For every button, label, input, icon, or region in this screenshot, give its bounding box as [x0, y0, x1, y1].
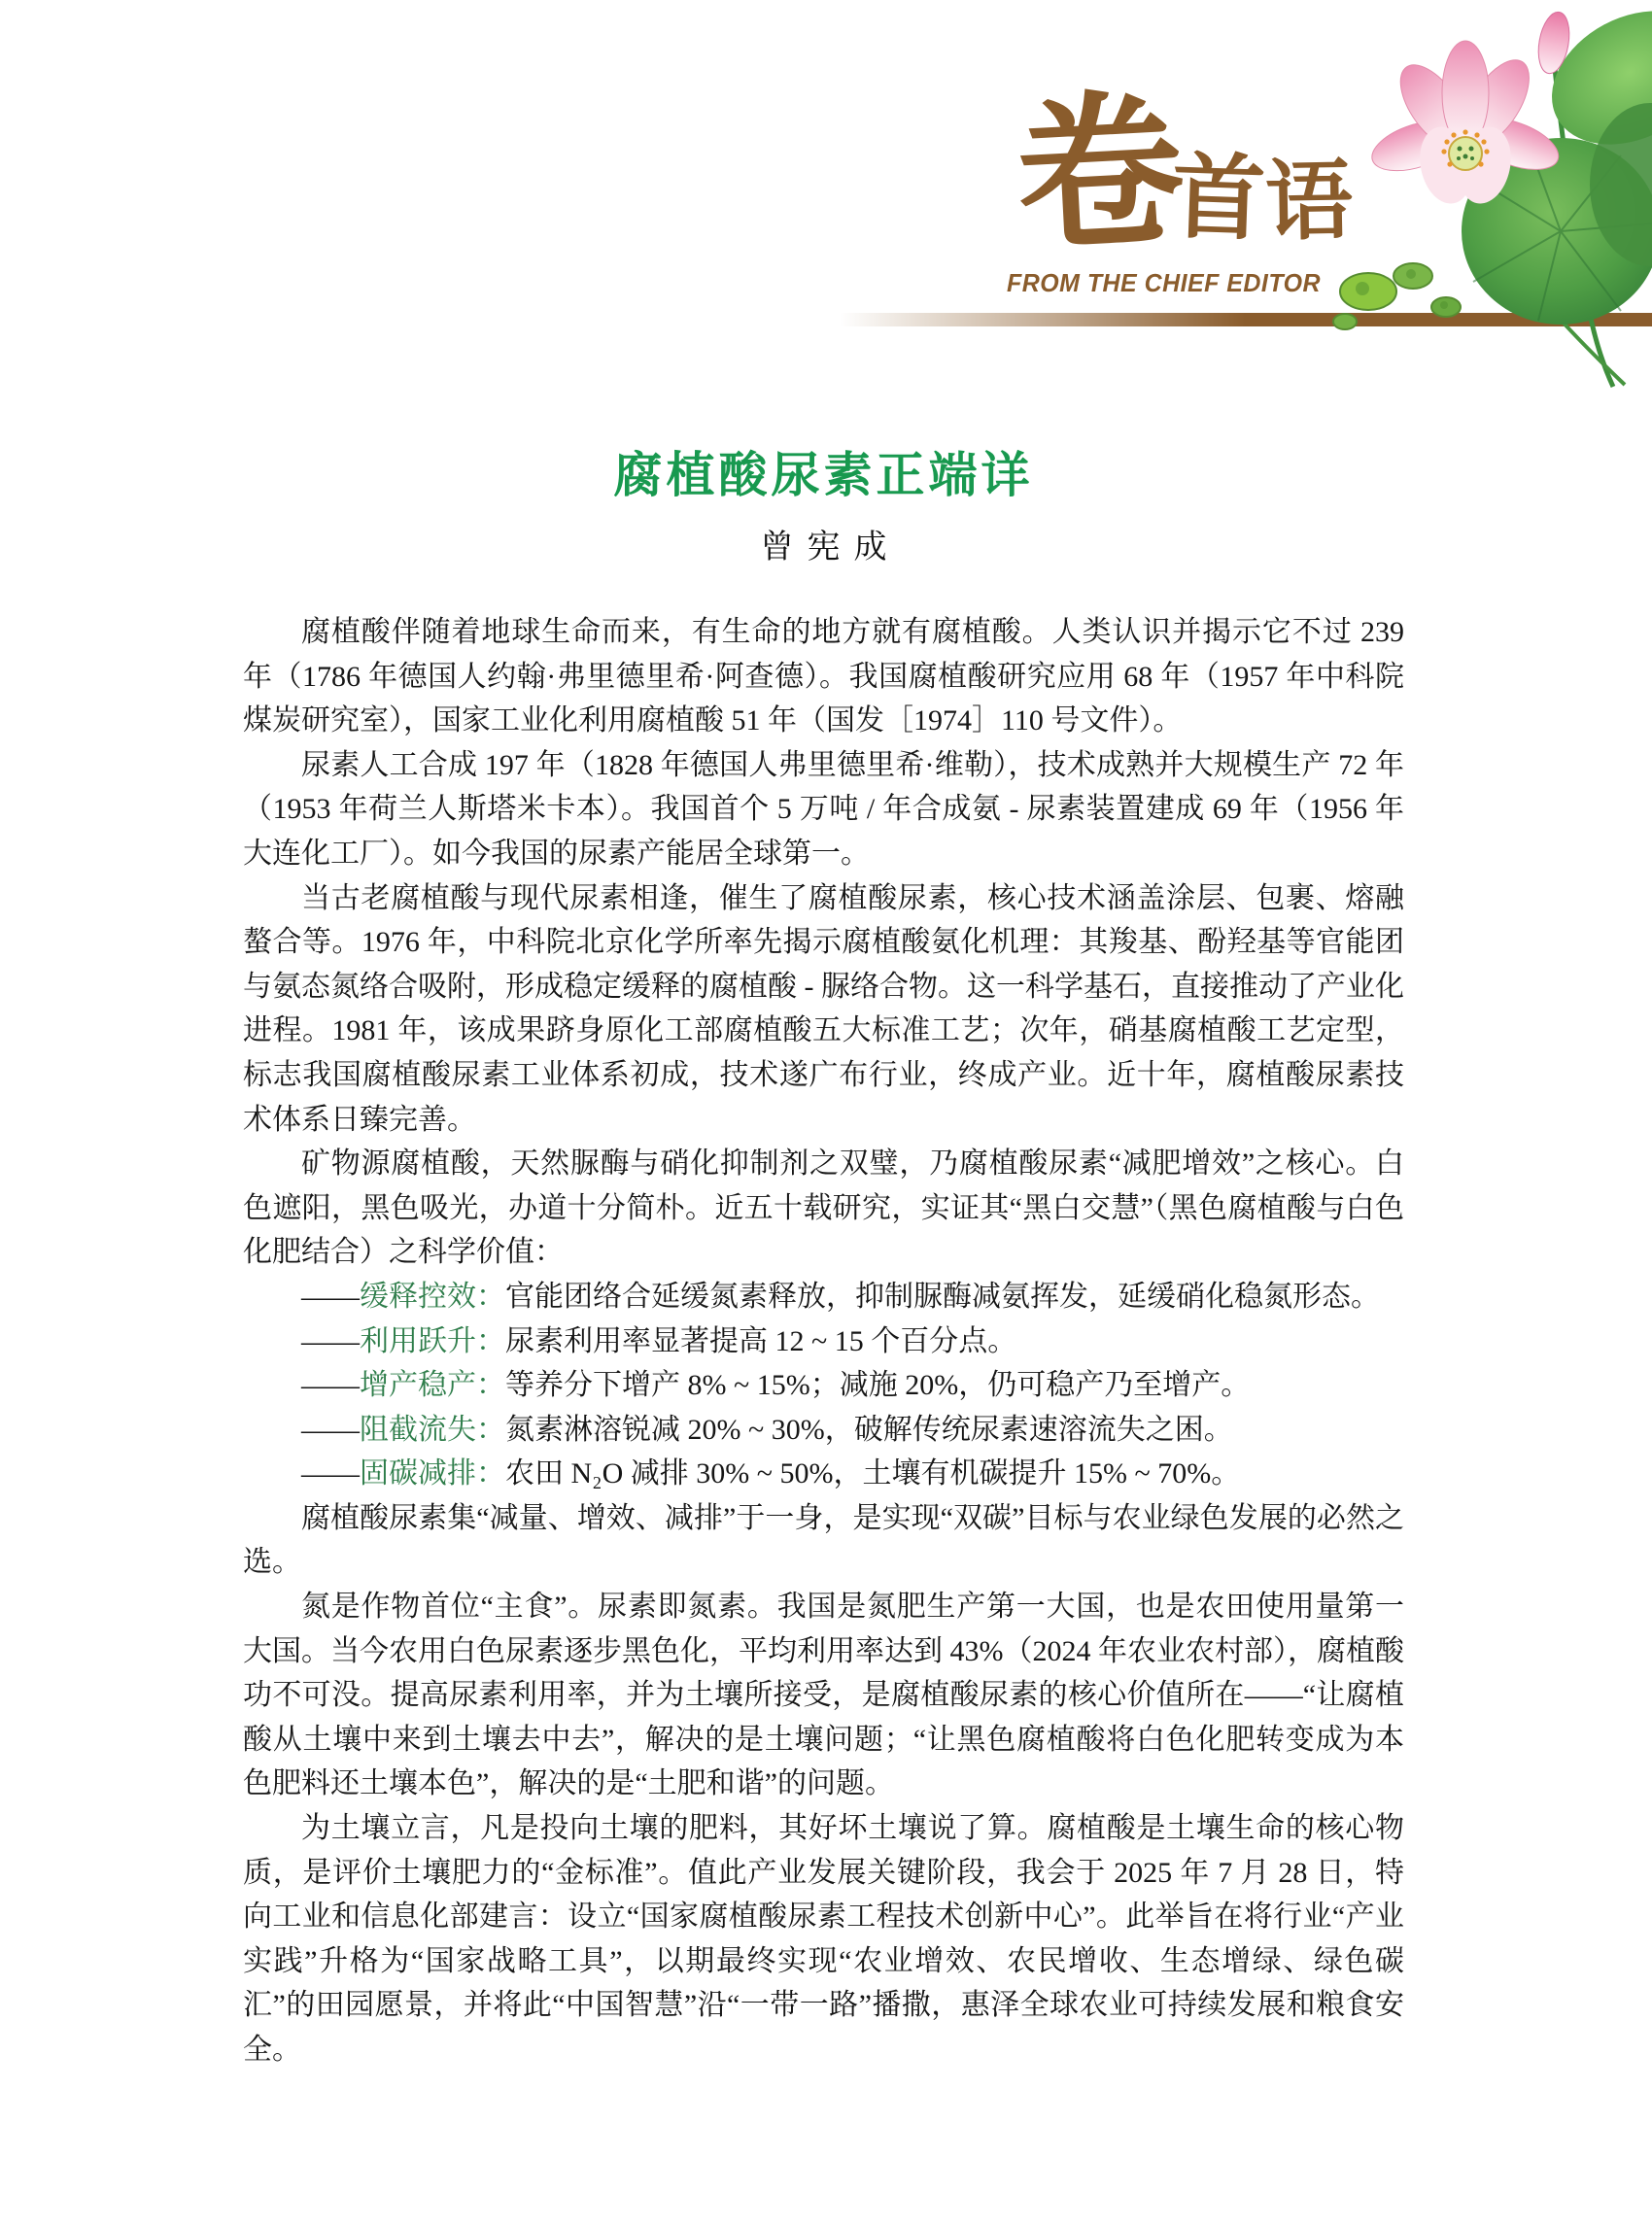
list-item-5	[243, 1452, 1404, 1496]
list-item-label: 固碳减排：	[360, 1457, 505, 1490]
list-item-2	[243, 1319, 1404, 1364]
list-item-text: 尿素利用率显著提高 12 ~ 15 个百分点。	[505, 1324, 1017, 1357]
list-item-3	[243, 1363, 1404, 1408]
list-item-text: 农田 N₂O 减排 30% ~ 50%，土壤有机碳提升 15% ~ 70%。	[505, 1457, 1241, 1490]
list-item-dash: ——	[301, 1457, 360, 1490]
list-item-dash: ——	[301, 1324, 360, 1357]
list-item-label: 利用跃升：	[360, 1324, 505, 1357]
list-item-label: 阻截流失：	[360, 1413, 505, 1446]
list-item-dash: ——	[301, 1369, 360, 1402]
list-item-dash: ——	[301, 1413, 360, 1446]
masthead-calligraphy-char-2: 首	[1170, 141, 1267, 255]
list-item-4	[243, 1408, 1404, 1453]
masthead-subtitle: FROM THE CHIEF EDITOR	[1007, 268, 1322, 297]
masthead-calligraphy-char-1: 卷	[1011, 69, 1189, 276]
lotus-illustration-icon	[1329, 0, 1652, 389]
article-body	[243, 610, 1404, 2072]
list-item-label: 增产稳产：	[360, 1369, 505, 1402]
list-item-text: 等养分下增产 8% ~ 15%；减施 20%，仍可稳产乃至增产。	[505, 1369, 1251, 1402]
list-item-1	[243, 1275, 1404, 1319]
paragraph-6: 氮是作物首位“主食”。尿素即氮素。我国是氮肥生产第一大国，也是农田使用量第一大国。当今农用白色尿素逐步黑色化，平均利用率达到 43%（2024 年农业农村部），腐植酸功不可没。提高尿素利用率，并为土壤所接受，是腐植酸尿素的核心价值所在——“让腐植酸从土壤中来到土壤去中去”，解决的是土壤问题；“让黑色腐植酸将白色化肥转变成为本色肥料还土壤本色”，解决的是“土肥和谐”的问题。	[243, 1591, 1404, 1800]
article-author: 曾宪成	[760, 530, 901, 565]
paragraph-2: 尿素人工合成 197 年（1828 年德国人弗里德里希·维勒），技术成熟并大规模生产 72 年（1953 年荷兰人斯塔米卡本）。我国首个 5 万吨 / 年合成氨 - 尿素装置建成 69 年（1956 年大连化工厂）。如今我国的尿素产能居全球第一。	[243, 748, 1404, 870]
paragraph-7: 为土壤立言，凡是投向土壤的肥料，其好坏土壤说了算。腐植酸是土壤生命的核心物质，是评价土壤肥力的“金标准”。值此产业发展关键阶段，我会于 2025 年 7 月 28 日，特向工业和信息化部建言：设立“国家腐植酸尿素工程技术创新中心”。此举旨在将行业“产业实践”升格为“国家战略工具”，以期最终实现“农业增效、农民增收、生态增绿、绿色碳汇”的田园愿景，并将此“中国智慧”沿“一带一路”播撒，惠泽全球农业可持续发展和粮食安全。	[243, 1812, 1404, 2066]
paragraph-1: 腐植酸伴随着地球生命而来，有生命的地方就有腐植酸。人类认识并揭示它不过 239 年（1786 年德国人约翰·弗里德里希·阿查德）。我国腐植酸研究应用 68 年（1957 年中科院煤炭研究室），国家工业化利用腐植酸 51 年（国发［1974］110 号文件）。	[243, 616, 1404, 737]
list-item-text: 官能团络合延缓氮素释放，抑制脲酶减氨挥发，延缓硝化稳氮形态。	[505, 1280, 1380, 1313]
masthead-calligraphy-char-3: 语	[1264, 149, 1354, 254]
article	[243, 449, 1404, 2072]
paragraph-5: 腐植酸尿素集“减量、增效、减排”于一身，是实现“双碳”目标与农业绿色发展的必然之选。	[243, 1501, 1404, 1579]
lily-pads	[1333, 263, 1461, 329]
paragraph-4: 矿物源腐植酸，天然脲酶与硝化抑制剂之双璧，乃腐植酸尿素“减肥增效”之核心。白色遮阳，黑色吸光，办道十分简朴。近五十载研究，实证其“黑白交慧”（黑色腐植酸与白色化肥结合）之科学价值：	[243, 1147, 1404, 1269]
list-item-text: 氮素淋溶锐减 20% ~ 30%，破解传统尿素速溶流失之困。	[505, 1413, 1233, 1446]
list-item-dash: ——	[301, 1280, 360, 1313]
article-title: 腐植酸尿素正端详	[613, 448, 1034, 502]
paragraph-3: 当古老腐植酸与现代尿素相逢，催生了腐植酸尿素，核心技术涵盖涂层、包裹、熔融螯合等。1976 年，中科院北京化学所率先揭示腐植酸氨化机理：其羧基、酚羟基等官能团与氨态氮络合吸附，形成稳定缓释的腐植酸 - 脲络合物。这一科学基石，直接推动了产业化进程。1981 年，该成果跻身原化工部腐植酸五大标准工艺；次年，硝基腐植酸工艺定型，标志我国腐植酸尿素工业体系初成，技术遂广布行业，终成产业。近十年，腐植酸尿素技术体系日臻完善。	[243, 881, 1404, 1136]
list-item-label: 缓释控效：	[360, 1280, 505, 1313]
